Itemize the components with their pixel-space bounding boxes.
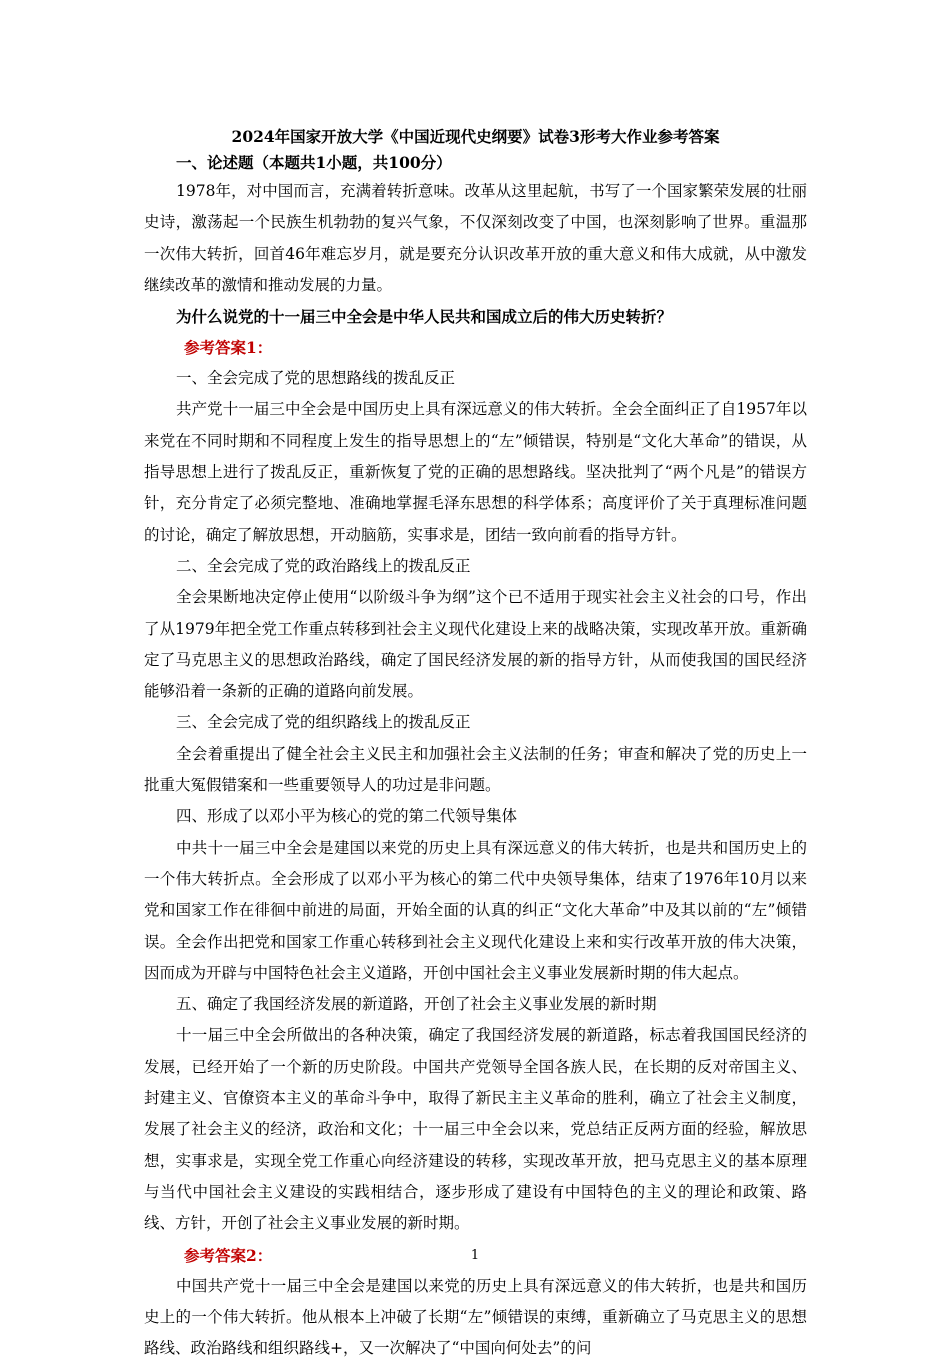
point-1-heading: 一、全会完成了党的思想路线的拨乱反正 (144, 363, 807, 394)
answer1-label: 参考答案1： (144, 332, 807, 363)
point-1-text: 共产党十一届三中全会是中国历史上具有深远意义的伟大转折。全会全面纠正了自1957年以来党在不同时期和不同程度上发生的指导思想上的“左”倾错误，特别是“文化大革命”的错误，从指导思想上进行了拨乱反正，重新恢复了党的正确的思想路线。坚决批判了“两个凡是”的错误方针，充分肯定了必须完整地、准确地掌握毛泽东思想的科学体系；高度评价了关于真理标准问题的讨论，确定了解放思想，开动脑筋，实事求是，团结一致向前看的指导方针。 (144, 394, 807, 550)
point-4-heading: 四、形成了以邓小平为核心的党的第二代领导集体 (144, 801, 807, 832)
point-3-text: 全会着重提出了健全社会主义民主和加强社会主义法制的任务；审查和解决了党的历史上一批重大冤假错案和一些重要领导人的功过是非问题。 (144, 739, 807, 802)
point-3-heading: 三、全会完成了党的组织路线上的拨乱反正 (144, 707, 807, 738)
point-5-text: 十一届三中全会所做出的各种决策，确定了我国经济发展的新道路，标志着我国国民经济的发展，已经开始了一个新的历史阶段。中国共产党领导全国各族人民，在长期的反对帝国主义、封建主义、官僚资本主义的革命斗争中，取得了新民主主义革命的胜利，确立了社会主义制度，发展了社会主义的经济，政治和文化；十一届三中全会以来，党总结正反两方面的经验，解放思想，实事求是，实现全党工作重心向经济建设的转移，实现改革开放，把马克思主义的基本原理与当代中国社会主义建设的实践相结合，逐步形成了建设有中国特色的主义的理论和政策、路线、方针，开创了社会主义事业发展的新时期。 (144, 1020, 807, 1239)
answer2-label: 参考答案2： (144, 1240, 807, 1271)
document-title: 2024年国家开放大学《中国近现代史纲要》试卷3形考大作业参考答案 (144, 124, 807, 150)
point-4-text: 中共十一届三中全会是建国以来党的历史上具有深远意义的伟大转折，也是共和国历史上的一个伟大转折点。全会形成了以邓小平为核心的第二代中央领导集体，结束了1976年10月以来党和国家工作在徘徊中前进的局面，开始全面的认真的纠正“文化大革命”中及其以前的“左”倾错误。全会作出把党和国家工作重心转移到社会主义现代化建设上来和实行改革开放的伟大决策，因而成为开辟与中国特色社会主义道路，开创中国社会主义事业发展新时期的伟大起点。 (144, 833, 807, 989)
intro-paragraph: 1978年，对中国而言，充满着转折意味。改革从这里起航，书写了一个国家繁荣发展的壮丽史诗，激荡起一个民族生机勃勃的复兴气象，不仅深刻改变了中国，也深刻影响了世界。重温那一次伟大转折，回首46年难忘岁月，就是要充分认识改革开放的重大意义和伟大成就，从中激发继续改革的激情和推动发展的力量。 (144, 176, 807, 301)
answer2-text: 中国共产党十一届三中全会是建国以来党的历史上具有深远意义的伟大转折，也是共和国历史上的一个伟大转折。他从根本上冲破了长期“左”倾错误的束缚，重新确立了马克思主义的思想路线、政治路线和组织路线+，又一次解决了“中国向何处去”的问 (144, 1271, 807, 1364)
point-2-text: 全会果断地决定停止使用“以阶级斗争为纲”这个已不适用于现实社会主义社会的口号，作出了从1979年把全党工作重点转移到社会主义现代化建设上来的战略决策，实现改革开放。重新确定了马克思主义的思想政治路线，确定了国民经济发展的新的指导方针，从而使我国的国民经济能够沿着一条新的正确的道路向前发展。 (144, 582, 807, 707)
point-2-heading: 二、全会完成了党的政治路线上的拨乱反正 (144, 551, 807, 582)
point-5-heading: 五、确定了我国经济发展的新道路，开创了社会主义事业发展的新时期 (144, 989, 807, 1020)
question-text: 为什么说党的十一届三中全会是中华人民共和国成立后的伟大历史转折？ (144, 301, 807, 332)
section-heading: 一、论述题（本题共1小题，共100分） (144, 150, 807, 176)
document-body (144, 124, 807, 1364)
page-number: 1 (0, 1248, 950, 1264)
